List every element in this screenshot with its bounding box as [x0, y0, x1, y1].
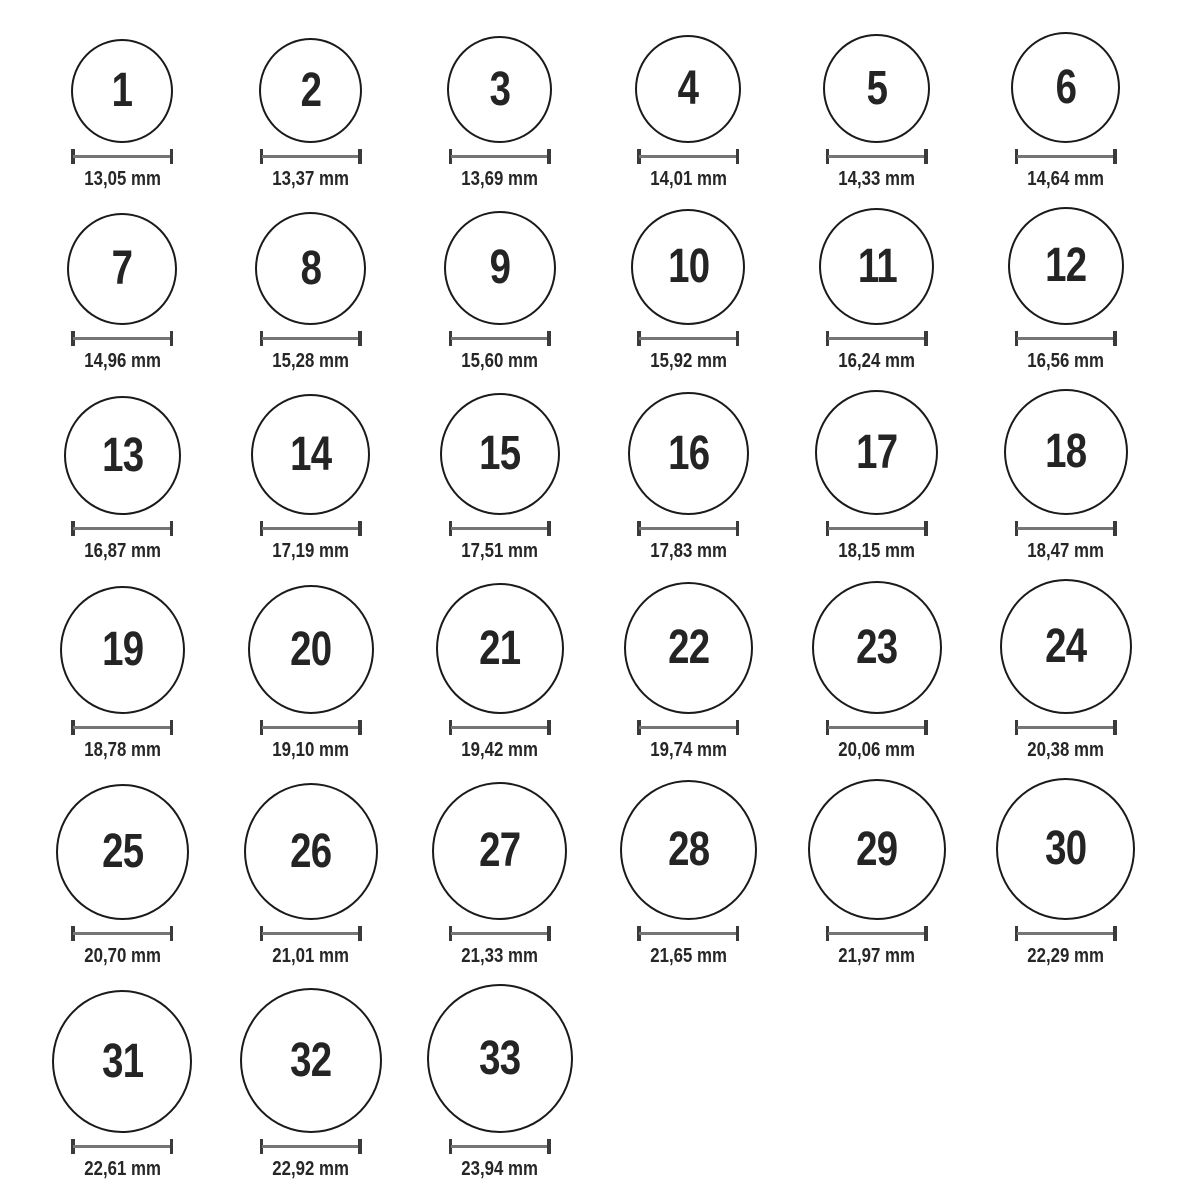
ring-circle: [251, 394, 370, 515]
measure-tick-right-icon: [358, 720, 362, 735]
measure-line: [73, 337, 171, 340]
diameter-measure-bar: [260, 331, 362, 346]
measure-line: [828, 155, 926, 158]
ring-circle: [427, 984, 573, 1133]
ring-size-item: [28, 990, 217, 1181]
ring-size-item: [217, 394, 406, 563]
measure-tick-right-icon: [736, 331, 740, 346]
ring-circle: [624, 582, 753, 714]
ring-size-number: 12: [1045, 239, 1087, 292]
measure-line: [828, 337, 926, 340]
measure-tick-right-icon: [358, 926, 362, 941]
measure-line: [73, 726, 171, 729]
measure-tick-right-icon: [1113, 331, 1117, 346]
measure-line: [828, 726, 926, 729]
diameter-measure-bar: [71, 720, 173, 735]
ring-circle: [71, 39, 173, 143]
ring-circle: [1004, 389, 1128, 515]
diameter-label: 17,51 mm: [461, 540, 538, 562]
ring-size-item: [405, 583, 594, 762]
ring-size-item: [217, 585, 406, 762]
diameter-label: 19,74 mm: [650, 739, 727, 761]
diameter-label: 15,92 mm: [650, 350, 727, 372]
diameter-measure-bar: [1015, 521, 1117, 536]
measure-tick-right-icon: [1113, 926, 1117, 941]
measure-line: [639, 932, 737, 935]
ring-size-number: 26: [290, 824, 332, 878]
measure-line: [73, 155, 171, 158]
measure-line: [1017, 527, 1115, 530]
ring-circle: [812, 581, 942, 714]
ring-size-number: 18: [1045, 425, 1087, 478]
ring-size-item: [783, 390, 972, 563]
ring-size-item: [783, 779, 972, 968]
measure-tick-right-icon: [924, 331, 928, 346]
measure-line: [1017, 932, 1115, 935]
diameter-label: 17,83 mm: [650, 540, 727, 562]
measure-line: [73, 1145, 171, 1148]
ring-circle: [815, 390, 938, 515]
measure-tick-right-icon: [547, 521, 551, 536]
ring-size-number: 7: [112, 242, 133, 295]
measure-line: [451, 726, 549, 729]
diameter-label: 18,15 mm: [838, 540, 916, 562]
ring-size-number: 11: [857, 239, 897, 293]
ring-circle: [447, 36, 552, 143]
ring-size-item: [405, 393, 594, 563]
diameter-measure-bar: [826, 521, 928, 536]
measure-line: [262, 155, 360, 158]
measure-line: [639, 726, 737, 729]
ring-size-number: 8: [300, 241, 322, 295]
ring-size-number: 22: [667, 621, 709, 674]
ring-size-number: 24: [1045, 619, 1087, 673]
diameter-measure-bar: [449, 149, 551, 164]
diameter-label: 14,01 mm: [650, 168, 727, 190]
measure-line: [451, 337, 549, 340]
ring-circle: [819, 208, 934, 325]
diameter-label: 21,65 mm: [650, 945, 727, 967]
ring-circle: [52, 990, 192, 1133]
ring-size-item: [405, 984, 594, 1181]
diameter-label: 23,94 mm: [461, 1158, 538, 1180]
diameter-measure-bar: [826, 926, 928, 941]
measure-line: [262, 726, 360, 729]
ring-circle: [1011, 32, 1120, 143]
ring-circle: [244, 783, 378, 920]
diameter-label: 17,19 mm: [272, 540, 350, 562]
diameter-measure-bar: [637, 149, 739, 164]
measure-tick-right-icon: [924, 521, 928, 536]
ring-size-item: [594, 392, 783, 563]
ring-size-item: [405, 782, 594, 968]
ring-size-number: 20: [290, 622, 332, 676]
ring-circle: [996, 778, 1135, 920]
ring-size-number: 1: [112, 64, 133, 117]
diameter-measure-bar: [637, 521, 739, 536]
measure-line: [73, 932, 171, 935]
ring-size-item: [28, 586, 217, 762]
ring-size-number: 31: [101, 1034, 143, 1088]
measure-line: [639, 337, 737, 340]
diameter-label: 21,97 mm: [838, 945, 916, 967]
ring-size-item: [405, 36, 594, 191]
measure-tick-right-icon: [736, 720, 740, 735]
measure-line: [1017, 726, 1115, 729]
ring-size-number: 19: [101, 623, 143, 676]
measure-tick-right-icon: [358, 331, 362, 346]
ring-size-number: 13: [101, 428, 143, 482]
measure-tick-right-icon: [736, 521, 740, 536]
diameter-label: 16,56 mm: [1027, 350, 1104, 372]
ring-size-number: 29: [856, 822, 898, 876]
ring-size-item: [594, 209, 783, 373]
diameter-measure-bar: [260, 1139, 362, 1154]
ring-size-number: 28: [667, 823, 709, 876]
diameter-measure-bar: [637, 331, 739, 346]
diameter-label: 19,10 mm: [272, 739, 350, 761]
ring-circle: [808, 779, 946, 920]
diameter-label: 14,64 mm: [1027, 168, 1104, 190]
diameter-label: 15,28 mm: [272, 350, 350, 372]
ring-size-number: 4: [678, 62, 699, 115]
measure-tick-right-icon: [1113, 720, 1117, 735]
ring-size-number: 27: [479, 824, 521, 877]
diameter-label: 13,05 mm: [84, 168, 161, 190]
ring-circle: [248, 585, 374, 714]
ring-size-item: [217, 38, 406, 191]
ring-circle: [436, 583, 564, 714]
diameter-measure-bar: [449, 1139, 551, 1154]
ring-size-number: 9: [489, 241, 510, 294]
measure-tick-right-icon: [170, 1139, 174, 1154]
diameter-measure-bar: [1015, 926, 1117, 941]
ring-size-number: 6: [1055, 60, 1076, 114]
ring-circle: [67, 213, 177, 325]
ring-size-item: [971, 389, 1160, 563]
diameter-measure-bar: [71, 521, 173, 536]
ring-size-number: 10: [667, 240, 709, 293]
diameter-measure-bar: [1015, 149, 1117, 164]
diameter-label: 20,70 mm: [84, 945, 161, 967]
ring-size-number: 14: [290, 427, 332, 481]
ring-size-number: 15: [479, 427, 521, 480]
ring-size-number: 21: [479, 621, 521, 675]
ring-circle: [432, 782, 567, 920]
ring-size-item: [971, 32, 1160, 191]
ring-circle: [440, 393, 560, 515]
measure-line: [639, 155, 737, 158]
ring-size-number: 32: [290, 1033, 332, 1087]
measure-tick-right-icon: [170, 926, 174, 941]
measure-line: [451, 527, 549, 530]
ring-size-item: [971, 778, 1160, 968]
diameter-measure-bar: [449, 331, 551, 346]
ring-size-item: [783, 34, 972, 191]
diameter-measure-bar: [637, 720, 739, 735]
measure-tick-right-icon: [170, 720, 174, 735]
measure-tick-right-icon: [358, 1139, 362, 1154]
ring-size-number: 23: [856, 620, 898, 674]
diameter-measure-bar: [71, 331, 173, 346]
measure-tick-right-icon: [924, 926, 928, 941]
diameter-measure-bar: [71, 1139, 173, 1154]
ring-circle: [620, 780, 757, 920]
ring-size-item: [28, 784, 217, 968]
ring-circle: [56, 784, 189, 920]
measure-tick-right-icon: [358, 521, 362, 536]
diameter-label: 16,24 mm: [838, 350, 916, 372]
diameter-label: 22,92 mm: [272, 1158, 350, 1180]
diameter-measure-bar: [260, 926, 362, 941]
diameter-measure-bar: [449, 521, 551, 536]
measure-tick-right-icon: [736, 149, 740, 164]
measure-tick-right-icon: [170, 331, 174, 346]
ring-circle: [259, 38, 362, 143]
diameter-label: 18,78 mm: [84, 739, 161, 761]
measure-line: [262, 1145, 360, 1148]
diameter-label: 18,47 mm: [1027, 540, 1104, 562]
measure-tick-right-icon: [170, 521, 174, 536]
diameter-label: 21,01 mm: [272, 945, 350, 967]
ring-circle: [635, 35, 741, 143]
diameter-measure-bar: [1015, 720, 1117, 735]
ring-circle: [1000, 579, 1132, 714]
measure-line: [262, 932, 360, 935]
diameter-label: 14,96 mm: [84, 350, 161, 372]
diameter-label: 13,69 mm: [461, 168, 538, 190]
measure-tick-right-icon: [736, 926, 740, 941]
diameter-measure-bar: [826, 331, 928, 346]
ring-size-item: [783, 581, 972, 762]
diameter-label: 22,29 mm: [1027, 945, 1104, 967]
measure-tick-right-icon: [547, 1139, 551, 1154]
ring-size-item: [28, 39, 217, 191]
measure-line: [1017, 155, 1115, 158]
diameter-measure-bar: [826, 720, 928, 735]
diameter-label: 20,38 mm: [1027, 739, 1104, 761]
ring-size-item: [217, 988, 406, 1181]
ring-circle: [631, 209, 745, 325]
measure-tick-right-icon: [170, 149, 174, 164]
diameter-label: 21,33 mm: [461, 945, 538, 967]
ring-size-item: [971, 207, 1160, 373]
measure-tick-right-icon: [924, 149, 928, 164]
ring-circle: [444, 211, 556, 325]
measure-line: [451, 1145, 549, 1148]
measure-line: [828, 932, 926, 935]
ring-size-number: 30: [1045, 822, 1087, 875]
measure-tick-right-icon: [924, 720, 928, 735]
ring-size-number: 17: [856, 425, 898, 479]
ring-size-number: 2: [300, 63, 322, 117]
diameter-label: 20,06 mm: [838, 739, 916, 761]
ring-circle: [255, 212, 366, 325]
diameter-measure-bar: [826, 149, 928, 164]
measure-tick-right-icon: [547, 720, 551, 735]
diameter-label: 19,42 mm: [461, 739, 538, 761]
diameter-measure-bar: [1015, 331, 1117, 346]
diameter-measure-bar: [260, 521, 362, 536]
ring-circle: [823, 34, 930, 143]
diameter-measure-bar: [260, 720, 362, 735]
measure-tick-right-icon: [547, 331, 551, 346]
measure-tick-right-icon: [358, 149, 362, 164]
ring-size-item: [594, 35, 783, 191]
measure-line: [639, 527, 737, 530]
ring-size-item: [594, 780, 783, 968]
ring-size-item: [971, 579, 1160, 762]
measure-line: [73, 527, 171, 530]
ring-circle: [60, 586, 185, 714]
ring-size-item: [783, 208, 972, 373]
ring-size-item: [217, 212, 406, 373]
ring-size-item: [594, 582, 783, 762]
diameter-measure-bar: [71, 926, 173, 941]
measure-line: [451, 155, 549, 158]
measure-line: [451, 932, 549, 935]
ring-circle: [64, 396, 181, 515]
ring-circle: [1008, 207, 1124, 325]
diameter-measure-bar: [260, 149, 362, 164]
ring-size-item: [405, 211, 594, 373]
ring-size-item: [217, 783, 406, 968]
diameter-label: 14,33 mm: [838, 168, 916, 190]
ring-circle: [628, 392, 749, 515]
measure-line: [828, 527, 926, 530]
measure-line: [262, 527, 360, 530]
ring-size-number: 5: [866, 61, 888, 115]
diameter-measure-bar: [71, 149, 173, 164]
measure-tick-right-icon: [1113, 521, 1117, 536]
measure-tick-right-icon: [1113, 149, 1117, 164]
ring-size-number: 3: [489, 62, 510, 116]
measure-line: [262, 337, 360, 340]
measure-tick-right-icon: [547, 926, 551, 941]
measure-tick-right-icon: [547, 149, 551, 164]
ring-size-item: [28, 396, 217, 563]
diameter-label: 16,87 mm: [84, 540, 161, 562]
diameter-measure-bar: [449, 720, 551, 735]
diameter-measure-bar: [449, 926, 551, 941]
ring-size-number: 33: [479, 1031, 521, 1085]
ring-size-item: [28, 213, 217, 373]
diameter-label: 22,61 mm: [84, 1158, 161, 1180]
diameter-measure-bar: [637, 926, 739, 941]
ring-circle: [240, 988, 382, 1133]
diameter-label: 15,60 mm: [461, 350, 538, 372]
ring-size-number: 25: [101, 825, 143, 878]
measure-line: [1017, 337, 1115, 340]
diameter-label: 13,37 mm: [272, 168, 350, 190]
ring-size-number: 16: [667, 426, 709, 480]
